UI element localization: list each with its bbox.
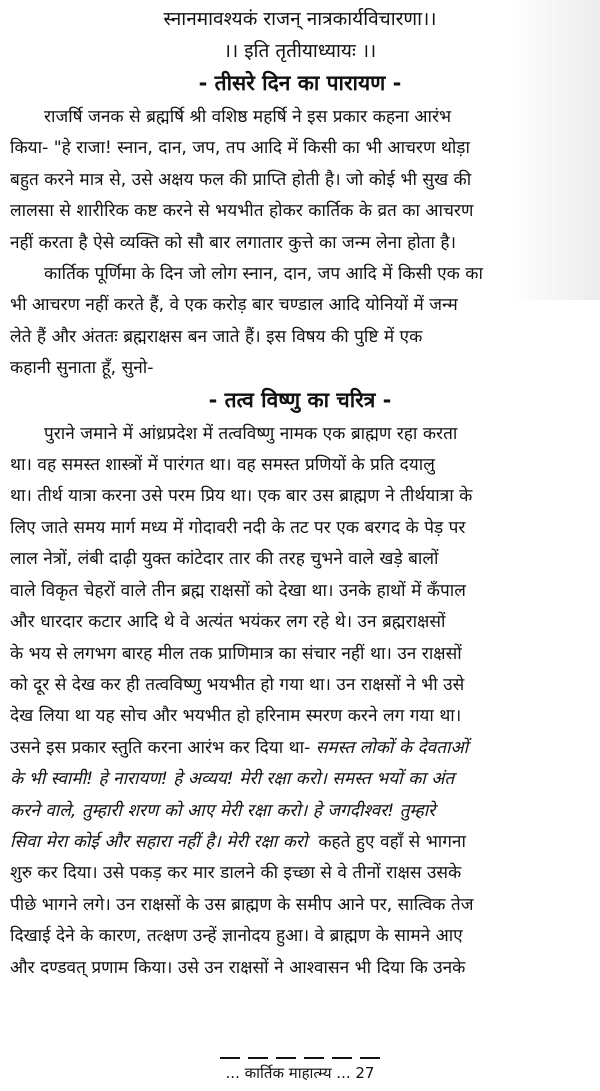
paragraph-3 [10,419,590,984]
prayer-italic-text: सिवा मेरा कोई और सहारा नहीं है। मेरी रक्षा करो [10,831,308,852]
text-line: बहुत करने मात्र से, उसे अक्षय फल की प्राप्ति होती है। जो कोई भी सुख की [10,169,472,190]
text-line: था। तीर्थ यात्रा करना उसे परम प्रिय था। एक बार उस ब्राह्मण ने तीर्थयात्रा के [10,486,473,507]
prayer-italic-text: समस्त लोकों के देवताओं [315,737,469,758]
text-line: कहानी सुनाता हूँ, सुनो- [10,358,154,379]
prayer-intro-text: उसने इस प्रकार स्तुति करना आरंभ कर दिया था- [10,737,311,758]
text-line-mixed [10,733,590,764]
text-line: पीछे भागने लगे। उन राक्षसों के उस ब्राह्मण के समीप आने पर, सात्विक तेज [10,894,474,915]
sanskrit-verse-line: स्नानमावश्यकं राजन् नात्रकार्यविचारणा।। [163,8,437,30]
text-line: कार्तिक पूर्णिमा के दिन जो लोग स्नान, दान, जप आदि में किसी एक का [44,264,483,285]
text-line: शुरु कर दिया। उसे पकड़ कर मार डालने की इच्छा से वे तीनों राक्षस उसके [10,863,462,884]
text-line: लेते हैं और अंततः ब्रह्मराक्षस बन जाते हैं। इस विषय की पुष्टि में एक [10,326,423,347]
text-line: लिए जाते समय मार्ग मध्य में गोदावरी नदी के तट पर एक बरगद के पेड़ पर [10,517,466,538]
text-line: नहीं करता है ऐसे व्यक्ति को सौ बार लगातार कुत्ते का जन्म लेना होता है। [10,232,457,253]
section-heading-third-day: - तीसरे दिन का पारायण - [198,71,402,95]
prayer-outro-text: कहते हुए वहाँ से भागना [318,831,466,852]
prayer-line: करने वाले, तुम्हारी शरण को आए मेरी रक्षा करो। हे जगदीश्वर! तुम्हारे [10,800,436,821]
paragraph-2 [10,259,590,385]
text-line: देख लिया था यह सोच और भयभीत हो हरिनाम स्मरण करने लग गया था। [10,706,462,727]
footer-page-label: ... कार्तिक माहात्म्य ... 27 [225,1064,375,1082]
page-footer [0,1057,600,1083]
text-line: राजर्षि जनक से ब्रह्मर्षि श्री वशिष्ठ महर्षि ने इस प्रकार कहना आरंभ [44,107,452,127]
text-line: किया- "हे राजा! स्नान, दान, जप, तप आदि में किसी का भी आचरण थोड़ा [10,138,470,159]
paragraph-1 [10,102,590,259]
text-line: लाल नेत्रों, लंबी दाढ़ी युक्त कांटेदार तार की तरह चुभने वाले खड़े बालों [10,549,439,570]
text-line: लालसा से शारीरिक कष्ट करने से भयभीत होकर कार्तिक के व्रत का आचरण [10,201,474,222]
text-line: को दूर से देख कर ही तत्वविष्णु भयभीत हो गया था। उन राक्षसों ने भी उसे [10,674,465,695]
text-line: दिखाई देने के कारण, तत्क्षण उन्हें ज्ञानोदय हुआ। वे ब्राह्मण के सामने आए [10,926,463,947]
text-line: पुराने जमाने में आंध्रप्रदेश में तत्वविष्णु नामक एक ब्राह्मण रहा करता [44,423,458,444]
text-line: और धारदार कटार आदि थे वे अत्यंत भयंकर लग रहे थे। उन ब्रह्मराक्षसों [10,612,446,633]
chapter-end-marker: ।। इति तृतीयाध्यायः ।। [223,40,377,62]
text-line-mixed [10,827,590,858]
text-line: था। वह समस्त शास्त्रों में पारंगत था। वह समस्त प्रणियों के प्रति दयालु [10,455,435,476]
text-line: के भय से लगभग बारह मील तक प्राणिमात्र का संचार नहीं था। उन राक्षसों [10,643,462,664]
section-heading-tatva-vishnu: - तत्व विष्णु का चरित्र - [208,387,392,412]
text-line: भी आचरण नहीं करते हैं, वे एक करोड़ बार चण्डाल आदि योनियों में जन्म [10,295,458,316]
footer-rule [0,1057,600,1059]
prayer-line: के भी स्वामी! हे नारायण! हे अव्यय! मेरी रक्षा करो। समस्त भयों का अंत [10,769,455,790]
text-line: वाले विकृत चेहरों वाले तीन ब्रह्म राक्षसों को देखा था। उनके हाथों में कँपाल [10,580,466,601]
text-line: और दण्डवत् प्रणाम किया। उसे उन राक्षसों ने आश्वासन भी दिया कि उनके [10,957,466,978]
